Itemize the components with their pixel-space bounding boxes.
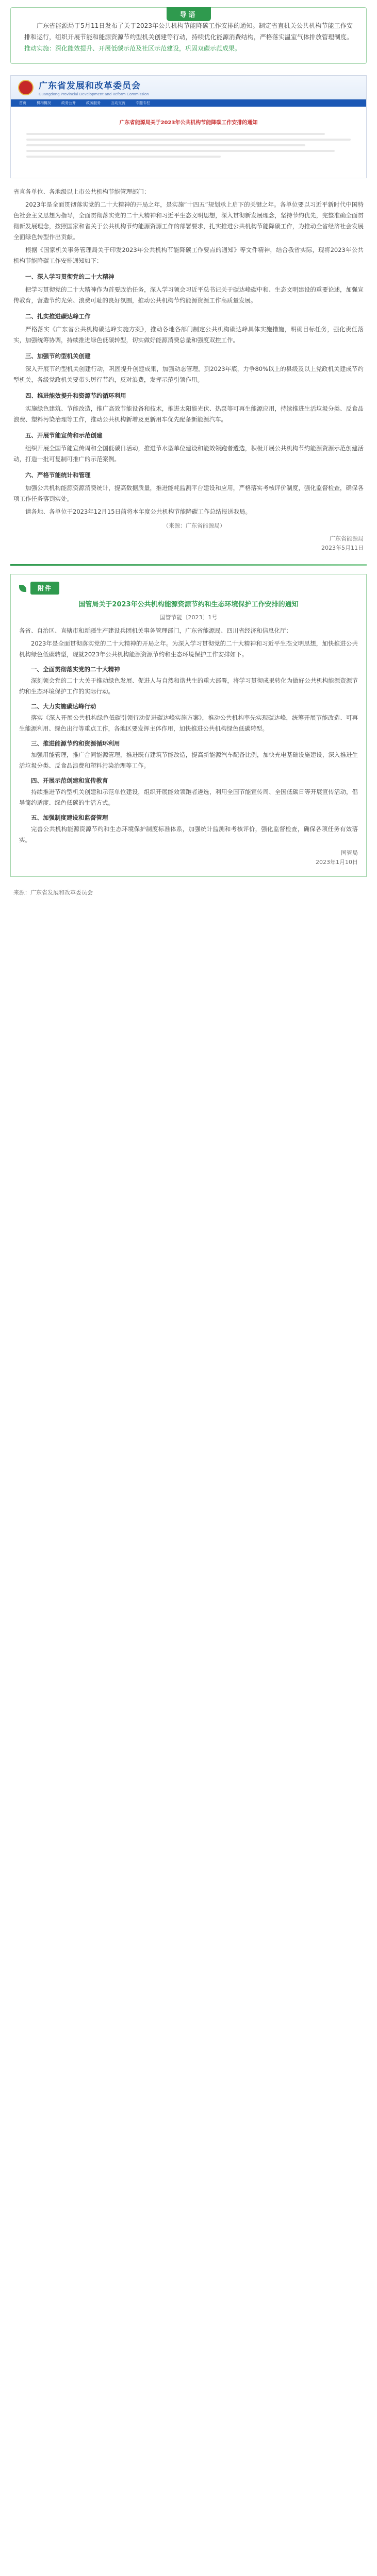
attachment-block	[10, 574, 367, 877]
section-heading: 六、严格节能统计和管理	[25, 471, 91, 479]
attachment-signoff	[19, 849, 358, 867]
banner-text-placeholder	[26, 133, 351, 158]
paragraph: 2023年是全面贯彻落实党的二十大精神的开局之年。为深入学习贯彻党的二十大精神和习近平生态文明思想，加快推进公共机构绿色低碳转型，现就2023年公共机构能源资源节约和生态环境保护工作安排如下。	[19, 640, 358, 658]
paragraph: 深入开展节约型机关创建行动，巩固提升创建成果，加强动态管理。到2023年底，力争80%以上的县级及以上党政机关建成节约型机关，各级党政机关要带头厉行节约，反对浪费，发挥示范引领作用。	[13, 365, 364, 383]
section-heading: 五、开展节能宣传和示范创建	[25, 432, 103, 439]
nav-item[interactable]: 政务服务	[86, 101, 101, 105]
paragraph: 严格落实《广东省公共机构碳达峰实施方案》，推动各地各部门制定公共机构碳达峰具体实施措施，明确目标任务，强化责任落实，加强统筹协调，持续推进绿色低碳转型，切实做好能源消费总量和强度双控工作。	[13, 326, 364, 344]
divider	[10, 564, 367, 566]
nav-item[interactable]: 首页	[19, 101, 26, 105]
paragraph: 加强公共机构能源资源消费统计，提高数据质量，推进能耗监测平台建设和应用，严格落实考核评价制度，强化监督检查，确保各项工作任务落到实处。	[13, 484, 364, 502]
section-heading: 一、全面贯彻落实党的二十大精神	[31, 666, 120, 673]
section-heading: 一、深入学习贯彻党的二十大精神	[25, 273, 114, 280]
nav-item[interactable]: 机构概况	[37, 101, 51, 105]
nav-item[interactable]: 政务公开	[61, 101, 76, 105]
signoff-date: 2023年1月10日	[316, 859, 358, 866]
paragraph: 请各地、各单位于2023年12月15日前将本年度公共机构节能降碳工作总结报送我局。	[25, 508, 252, 515]
attachment-greeting: 各省、自治区、直辖市和新疆生产建设兵团机关事务管理部门，广东省能源局、四川省经济和信息化厅：	[19, 627, 292, 634]
signoff-org: 国管局	[341, 850, 358, 856]
section-heading: 三、加强节约型机关创建	[25, 352, 91, 360]
attachment-badge: 附件	[30, 582, 59, 595]
section-heading: 五、加强制度建设和监督管理	[31, 814, 108, 821]
paragraph: 完善公共机构能源资源节约和生态环境保护制度标准体系，加强统计监测和考核评价，强化监督检查，确保各项任务有效落实。	[19, 825, 358, 843]
banner-headline: 广东省能源局关于2023年公共机构节能降碳工作安排的通知	[119, 120, 258, 126]
emblem-icon	[18, 80, 34, 95]
website-screenshot	[10, 75, 367, 178]
lead-text: 广东省能源局于5月11日发布了关于2023年公共机构节能降碳工作安排的通知。	[37, 22, 259, 29]
attachment-subtitle: 国管节能〔2023〕1号	[159, 614, 218, 621]
greeting: 省直各单位、各地级以上市公共机构节能管理部门：	[13, 188, 150, 195]
source-line: 来源：广东省发展和改革委员会	[13, 889, 93, 896]
paragraph: 落实《深入开展公共机构绿色低碳引领行动促进碳达峰实施方案》，推动公共机构率先实现碳达峰，统筹开展节能改造、可再生能源利用、绿色出行等重点工作，各地区要发挥主体作用，加快推进公共机构绿色低碳转型。	[19, 714, 358, 732]
paragraph: 加强用能管理，推广合同能源管理，推进既有建筑节能改造，提高新能源汽车配备比例，加快充电基础设施建设，深入推进生活垃圾分类、反食品浪费和塑料污染治理等工作。	[19, 751, 358, 769]
paragraph: 2023年是全面贯彻落实党的二十大精神的开局之年，是实施“十四五”规划承上启下的关键之年。各单位要以习近平新时代中国特色社会主义思想为指导，全面贯彻落实党的二十大精神和习近平生态文明思想，深入贯彻新发展理念，坚持节约优先，完整准确全面贯彻新发展理念，按照国家和省关于公共机构节约能源资源工作的部署要求，扎实推进公共机构节能降碳工作，为推动全省经济社会发展全面绿色转型作出贡献。	[13, 201, 364, 241]
lead-text-2: 制定省直机关公共机构节能工作安排和运行，组织开展节能和能源资源节约型机关创建等行动，持续优化能源消费结构，严格落实温室气体排放管理制度。	[24, 22, 353, 41]
banner-title: 广东省发展和改革委员会	[39, 81, 141, 91]
banner-nav	[11, 99, 366, 107]
paragraph: 实施绿色建筑、节能改造，推广高效节能设备和技术，推进太阳能光伏、热泵等可再生能源应用，持续推进生活垃圾分类、反食品浪费、塑料污染治理等工作，推动公共机构新增及更新用车优先配备新能源汽车。	[13, 405, 364, 423]
section-heading: 二、大力实施碳达峰行动	[31, 703, 96, 710]
lead-highlight: 推动实施：深化能效提升、开展低碳示范及社区示范建设，巩固双碳示范成果。	[24, 45, 241, 52]
nav-item[interactable]: 专题专栏	[136, 101, 150, 105]
signoff-org: 广东省能源局	[330, 535, 364, 542]
section-heading: 四、开展示范创建和宣传教育	[31, 777, 108, 784]
signoff-date: 2023年5月11日	[321, 545, 364, 551]
leaf-icon	[19, 585, 26, 592]
section-heading: 二、扎实推进碳达峰工作	[25, 313, 91, 320]
paragraph: 组织开展全国节能宣传周和全国低碳日活动，推进节水型单位建设和能效领跑者遴选，积极开展公共机构节约能源资源示范创建活动，打造一批可复制可推广的示范案例。	[13, 445, 364, 463]
lead-tag: 导语	[166, 7, 210, 21]
paragraph: 根据《国家机关事务管理局关于印发2023年公共机构节能降碳工作要点的通知》等文件精神，结合我省实际，现将2023年公共机构节能降碳工作安排通知如下：	[13, 246, 364, 264]
nav-item[interactable]: 互动交流	[111, 101, 125, 105]
paragraph: 把学习贯彻党的二十大精神作为首要政治任务，深入学习领会习近平总书记关于碳达峰碳中和、生态文明建设的重要论述，加强宣传教育，营造节约光荣、浪费可耻的良好氛围，推动公共机构节约能源资源工作高质量发展。	[13, 286, 364, 304]
page	[0, 7, 377, 912]
banner-subtitle: Guangdong Provincial Development and Reform Commission	[39, 92, 149, 96]
attachment-title: 国管局关于2023年公共机构能源资源节约和生态环境保护工作安排的通知	[78, 601, 299, 608]
paragraph: 持续推进节约型机关创建和示范单位建设，组织开展能效领跑者遴选，利用全国节能宣传周、全国低碳日等开展宣传活动，倡导简约适度、绿色低碳的生活方式。	[19, 788, 358, 806]
article	[13, 187, 364, 553]
paragraph: 深刻领会党的二十大关于推动绿色发展、促进人与自然和谐共生的重大部署，将学习贯彻成果转化为做好公共机构能源资源节约和生态环境保护工作的实际行动。	[19, 677, 358, 695]
lead-box	[10, 7, 367, 64]
section-heading: 三、推进能源节约和资源循环利用	[31, 740, 120, 747]
section-heading: 四、推进能效提升和资源节约循环利用	[25, 392, 126, 399]
source-note: （来源：广东省能源局）	[163, 522, 225, 529]
signoff	[13, 534, 364, 553]
